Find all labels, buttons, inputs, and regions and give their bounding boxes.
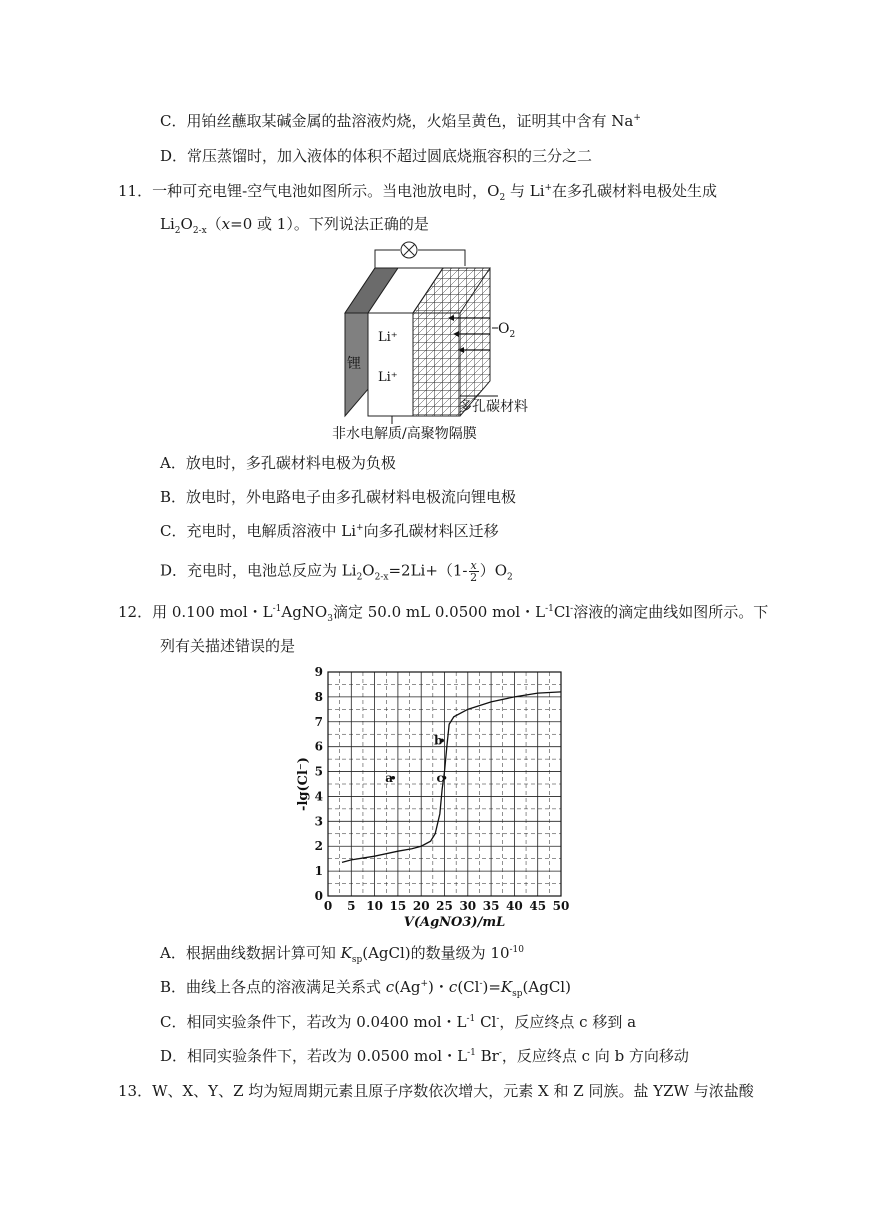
q12-b-e: )= (482, 978, 501, 996)
y-tick-label: 4 (314, 789, 323, 804)
y-tick-label: 7 (314, 714, 323, 729)
q11-stem1-c: 在多孔碳材料电极处生成 (552, 182, 718, 200)
q10-option-c (160, 111, 641, 131)
q12-b-k: K (500, 978, 513, 996)
q12-d-b: Br (475, 1047, 499, 1065)
q11-c-b: 向多孔碳材料区迁移 (363, 522, 499, 540)
y-tick-label: 1 (314, 864, 323, 879)
q11-option-c (160, 521, 499, 541)
label-li-ion-2: Li⁺ (378, 370, 398, 385)
q12-b-sup2: - (479, 979, 483, 989)
q11-option-d (160, 560, 513, 583)
x-tick-label: 5 (347, 899, 356, 913)
titration-chart (295, 662, 575, 940)
q11-d-frac-num: x (470, 559, 477, 572)
y-tick-label: 9 (314, 665, 323, 679)
q12-a-sup: -10 (509, 945, 524, 955)
x-tick-label: 15 (389, 899, 407, 913)
x-tick-label: 25 (436, 899, 453, 913)
q12-option-a (160, 943, 524, 963)
q10-option-c-text: C．用铂丝蘸取某碱金属的盐溶液灼烧，火焰呈黄色，证明其中含有 Na (160, 112, 634, 130)
y-tick-label: 5 (314, 764, 323, 779)
y-tick-label: 2 (314, 839, 323, 854)
q12-stem-line1 (118, 602, 768, 622)
q11-option-b: B．放电时，外电路电子由多孔碳材料电极流向锂电极 (160, 488, 517, 506)
q11-d-frac-den: 2 (470, 571, 478, 584)
q12-c-sup1: -1 (466, 1014, 476, 1024)
x-axis-label: V(AgNO3)/mL (403, 915, 506, 930)
q11-d-fraction (469, 560, 479, 583)
y-tick-label: 8 (314, 689, 323, 704)
q11-c-a: C．充电时，电解质溶液中 Li (160, 522, 357, 540)
q12-d-a: D．相同实验条件下，若改为 0.0500 mol・L (160, 1047, 468, 1065)
q12-b-sup1: + (420, 979, 429, 989)
q11-stem1-a: 11．一种可充电锂-空气电池如图所示。当电池放电时，O (118, 182, 500, 200)
x-tick-label: 45 (529, 899, 547, 913)
q11-stem2-sub1: 2 (174, 226, 181, 236)
label-li-ion-1: Li⁺ (378, 330, 398, 345)
lamp-icon (401, 242, 417, 258)
q12-c-c: ，反应终点 c 移到 a (499, 1013, 637, 1031)
q12-a-ksub: sp (351, 955, 363, 965)
q11-d-a: D．充电时，电池总反应为 Li (160, 561, 357, 580)
q12-s1-a: 12．用 0.100 mol・L (118, 603, 273, 621)
q11-d-b: O (362, 561, 375, 580)
x-tick-label: 0 (323, 899, 333, 913)
x-tick-label: 10 (366, 899, 383, 913)
q11-d-sub3: 2 (507, 572, 513, 583)
x-tick-label: 50 (552, 899, 570, 913)
q12-b-c: )・ (428, 978, 449, 996)
label-o2: $O_2$ (498, 321, 516, 340)
q11-d-c: =2Li+（1- (388, 561, 468, 580)
q12-b-c2: c (448, 978, 458, 996)
q12-b-c1: c (385, 978, 395, 996)
y-tick-label: 0 (314, 889, 323, 903)
q12-a-b: (AgCl)的数量级为 10 (362, 944, 510, 962)
circuit-wire-left (375, 250, 400, 268)
q10-option-c-sup: + (633, 113, 641, 123)
q12-a-a: A．根据曲线数据计算可知 (160, 944, 341, 962)
x-tick-label: 35 (482, 899, 500, 913)
q11-stem1-b: 与 Li (505, 182, 545, 200)
q12-c-sup2: - (496, 1014, 500, 1024)
q11-option-a: A．放电时，多孔碳材料电极为负极 (160, 454, 396, 472)
q12-b-d: (Cl (457, 978, 480, 996)
q11-c-sup: + (356, 523, 364, 533)
q12-option-d (160, 1046, 689, 1066)
q11-stem2-var: x (221, 215, 231, 233)
battery-diagram (330, 238, 550, 443)
q12-b-b: (Ag (394, 978, 421, 996)
label-porous-carbon: 多孔碳材料 (458, 399, 528, 415)
q11-stem2-a: Li (160, 215, 175, 233)
label-membrane: 非水电解质/高聚物隔膜 (332, 426, 477, 442)
q12-s1-b: AgNO (281, 603, 328, 621)
q12-option-b (160, 977, 571, 997)
q11-d-d: ）O (479, 561, 508, 580)
q12-s1-sup3: - (570, 604, 574, 614)
q12-b-f: (AgCl) (522, 978, 571, 996)
q12-a-k: K (340, 944, 352, 962)
point-label-c: c (436, 770, 444, 785)
q12-b-ksub: sp (512, 989, 523, 999)
x-tick-label: 20 (412, 899, 430, 913)
q11-stem2-sub2: 2-x (192, 226, 207, 236)
y-axis-label: -lg(Cl⁻) (296, 757, 311, 811)
q11-stem2-b: O (180, 215, 193, 233)
q12-s1-e: 溶液的滴定曲线如图所示。下 (573, 603, 769, 621)
point-label-a: a (385, 770, 394, 785)
q11-d-sub2: 2-x (374, 572, 389, 583)
q12-d-c: ，反应终点 c 向 b 方向移动 (501, 1047, 689, 1065)
q12-c-b: Cl (475, 1013, 497, 1031)
q11-stem1-sup: + (544, 183, 553, 193)
q12-b-a: B．曲线上各点的溶液满足关系式 (160, 978, 386, 996)
y-tick-label: 3 (314, 814, 323, 829)
point-label-b: b (434, 733, 443, 748)
q12-c-a: C．相同实验条件下，若改为 0.0400 mol・L (160, 1013, 467, 1031)
q10-option-d: D．常压蒸馏时，加入液体的体积不超过圆底烧瓶容积的三分之二 (160, 147, 593, 165)
q12-s1-d: Cl (553, 603, 571, 621)
q11-d-sub1: 2 (356, 572, 363, 583)
q12-option-c (160, 1012, 636, 1032)
q11-stem-line2 (160, 214, 429, 234)
electrolyte-front (368, 313, 413, 416)
q11-stem2-d: =0 或 1）。下列说法正确的是 (230, 215, 429, 233)
q12-d-sup2: - (498, 1048, 502, 1058)
q12-d-sup1: -1 (467, 1048, 476, 1058)
q12-stem-line2: 列有关描述错误的是 (160, 637, 296, 655)
label-lithium: 锂 (347, 356, 361, 372)
x-tick-label: 30 (459, 899, 477, 913)
circuit-wire-right (418, 250, 465, 266)
q12-s1-c: 滴定 50.0 mL 0.0500 mol・L (332, 603, 546, 621)
q12-s1-sup1: -1 (272, 604, 282, 614)
q12-s1-sub: 3 (327, 614, 333, 624)
porous-carbon-front (413, 313, 460, 416)
q11-stem2-c: （ (206, 215, 222, 233)
x-tick-label: 40 (506, 899, 523, 913)
y-tick-label: 6 (314, 739, 323, 754)
q11-stem-line1 (118, 181, 717, 201)
q13-stem: 13．W、X、Y、Z 均为短周期元素且原子序数依次增大，元素 X 和 Z 同族。盐 YZW 与浓盐酸 (118, 1082, 754, 1100)
q11-stem1-sub: 2 (499, 193, 506, 203)
q12-s1-sup2: -1 (545, 604, 554, 614)
